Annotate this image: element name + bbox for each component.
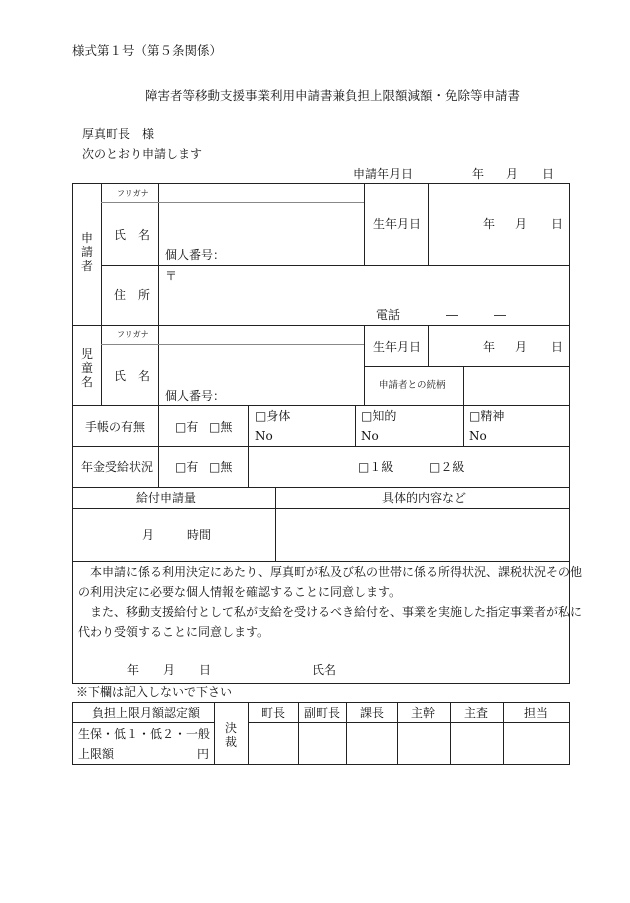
applicant-birth-day: 日 [551, 217, 564, 231]
intro-text: 次のとおり申請します [82, 147, 203, 161]
child-birth-label: 生年月日 [373, 340, 422, 354]
mental-checkbox[interactable]: □精神 [469, 409, 505, 423]
stamp-manager: 主幹 [411, 706, 436, 720]
benefit-details-header: 具体的内容など [382, 491, 467, 505]
consent-line-3: また、移動支援給付として私が支給を受けるべき給付を、事業を実施した指定事業者が私に [90, 605, 583, 619]
applicant-address-label: 住 所 [114, 288, 151, 302]
applicant-personal-number-label: 個人番号： [165, 248, 226, 262]
consent-line-1: 本申請に係る利用決定にあたり、厚真町が私及び私の世帯に係る所得状況、課税状況その他 [90, 565, 583, 579]
application-date-label: 申請年月日 [353, 167, 414, 181]
postal-mark: 〒 [165, 269, 178, 283]
benefit-hours-label: 時間 [187, 528, 212, 542]
consent-year-label: 年 [127, 663, 140, 677]
phone-label: 電話 [376, 308, 401, 322]
stamp-staff: 担当 [524, 706, 549, 720]
limit-categories: 生保・低１・低２・一般 [78, 727, 211, 741]
applicant-birth-year: 年 [483, 217, 496, 231]
form-number: 様式第１号（第５条関係） [72, 43, 223, 58]
applicant-birth-month: 月 [515, 217, 528, 231]
handbook-no-checkbox[interactable]: □無 [209, 420, 233, 434]
relation-label: 申請者との続柄 [379, 380, 446, 391]
child-section-label: 児 童 名 [80, 347, 93, 389]
consent-line-4: 代わり受領することに同意します。 [78, 625, 270, 639]
pension-no-checkbox[interactable]: □無 [209, 460, 233, 474]
child-birth-year: 年 [483, 340, 496, 354]
applicant-name-label: 氏 名 [114, 228, 151, 242]
consent-line-2: の利用決定に必要な個人情報を確認することに同意します。 [78, 585, 402, 599]
phone-dashes: ― ― [446, 308, 507, 322]
pension-yes-checkbox[interactable]: □有 [175, 460, 199, 474]
application-day-label: 日 [542, 167, 555, 181]
consent-name-label: 氏名 [312, 663, 337, 677]
child-name-label: 氏 名 [114, 369, 151, 383]
child-birth-day: 日 [551, 340, 564, 354]
physical-no-label: No [255, 429, 273, 443]
stamp-deputy-mayor: 副町長 [304, 706, 341, 720]
limit-amount-label: 上限額 [78, 747, 115, 761]
consent-day-label: 日 [199, 663, 212, 677]
handbook-yes-checkbox[interactable]: □有 [175, 420, 199, 434]
stamp-section-chief: 課長 [360, 706, 385, 720]
pension-label: 年金受給状況 [81, 460, 154, 474]
child-personal-number-label: 個人番号： [165, 389, 226, 403]
benefit-month-label: 月 [142, 528, 155, 542]
child-furigana-label: フリガナ [117, 330, 149, 339]
child-birth-month: 月 [515, 340, 528, 354]
yen-label: 円 [197, 747, 210, 761]
applicant-birth-label: 生年月日 [373, 217, 422, 231]
stamp-inspector: 主査 [464, 706, 489, 720]
page-title: 障害者等移動支援事業利用申請書兼負担上限額減額・免除等申請書 [145, 88, 521, 103]
limit-header: 負担上限月額認定額 [92, 706, 201, 720]
office-note: ※下欄は記入しないで下さい [76, 685, 233, 699]
consent-month-label: 月 [163, 663, 176, 677]
physical-checkbox[interactable]: □身体 [255, 409, 291, 423]
applicant-furigana-label: フリガナ [117, 189, 149, 198]
decision-label: 決 裁 [224, 721, 237, 749]
benefit-amount-header: 給付申請量 [136, 491, 197, 505]
applicant-section-label: 申 請 者 [80, 231, 93, 273]
mental-no-label: No [469, 429, 487, 443]
intellectual-checkbox[interactable]: □知的 [361, 409, 397, 423]
grade2-checkbox[interactable]: □２級 [429, 460, 465, 474]
intellectual-no-label: No [361, 429, 379, 443]
addressee: 厚真町長 様 [82, 127, 155, 141]
application-month-label: 月 [506, 167, 519, 181]
application-year-label: 年 [472, 167, 485, 181]
handbook-label: 手帳の有無 [85, 420, 146, 434]
grade1-checkbox[interactable]: □１級 [358, 460, 394, 474]
stamp-mayor: 町長 [261, 706, 286, 720]
